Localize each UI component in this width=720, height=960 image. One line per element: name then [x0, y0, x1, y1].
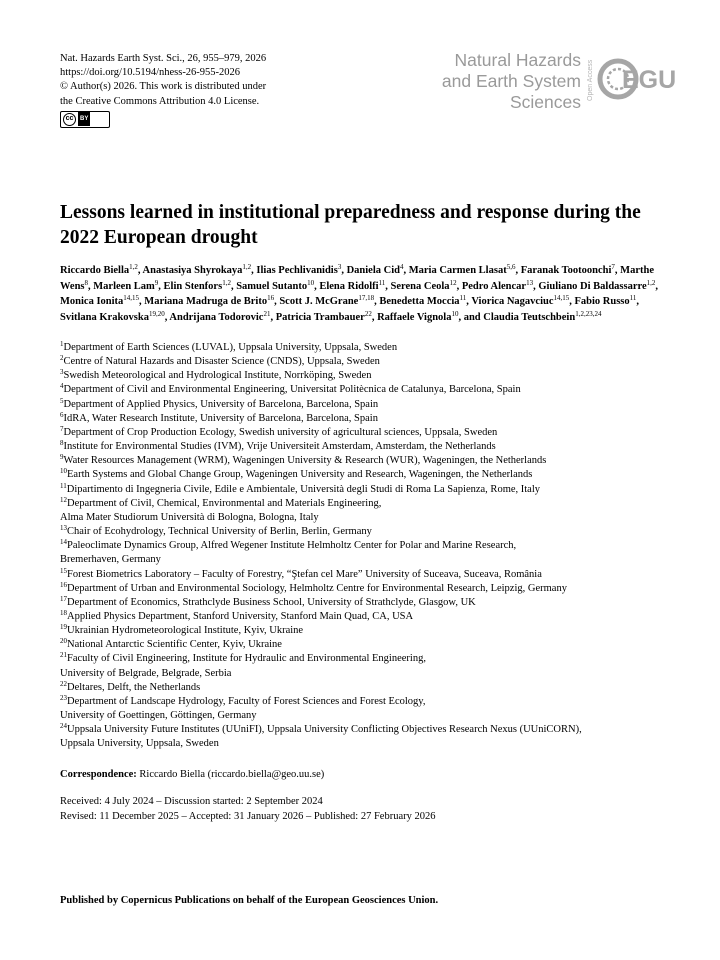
author-name: Anastasiya Shyrokaya — [142, 265, 243, 276]
author-affiliation-marker: 10 — [451, 309, 459, 318]
affiliation-number: 24 — [60, 722, 67, 731]
author-affiliation-marker: 21 — [263, 309, 271, 318]
author-affiliation-marker: 11 — [629, 294, 637, 303]
affiliation-number: 6 — [60, 410, 64, 419]
author-affiliation-marker: 1,2 — [129, 263, 138, 271]
author-affiliation-marker: 5,6 — [506, 263, 516, 271]
affiliation-text: IdRA, Water Research Institute, University of Barcelona, Barcelona, Spain — [63, 412, 378, 424]
affiliation-text: Chair of Ecohydrology, Technical University of Berlin, Berlin, Germany — [67, 526, 372, 538]
open-access-label: Open Access — [587, 59, 594, 101]
cc-icon: cc — [63, 113, 76, 126]
affiliation-number: 8 — [60, 439, 64, 448]
author-name: Benedetta Moccia — [379, 296, 460, 308]
affiliation-number: 20 — [60, 637, 67, 646]
doi-link[interactable]: https://doi.org/10.5194/nhess-26-955-2026 — [60, 67, 241, 79]
author-affiliation-marker: 17,18 — [358, 294, 375, 303]
affiliation-number: 19 — [60, 623, 67, 632]
author-affiliation-marker: 10 — [307, 278, 315, 287]
affiliation-text: Faculty of Civil Engineering, Institute for Hydraulic and Environmental Engineering, — [67, 653, 426, 665]
affiliation-item — [60, 539, 670, 553]
affiliation-item — [60, 369, 670, 383]
author-name: Mariana Madruga de Brito — [144, 296, 268, 308]
author-affiliation-marker: 1,2 — [242, 263, 252, 271]
author-affiliation-marker: 14,15 — [123, 294, 140, 303]
affiliation-item — [60, 695, 670, 709]
affiliation-continuation: Uppsala University, Uppsala, Sweden — [60, 738, 219, 750]
author-name: Ilias Pechlivanidis — [256, 265, 338, 276]
affiliation-item — [60, 681, 670, 695]
affiliation-item — [60, 412, 670, 426]
affiliation-continuation: University of Goettingen, Göttingen, Germany — [60, 710, 257, 722]
author-name: Andrijana Todorovic — [169, 311, 264, 323]
publication-dates — [60, 795, 436, 824]
author-name: Claudia Teutschbein — [483, 311, 576, 323]
author-name: Elin Stenfors — [163, 280, 223, 292]
affiliation-continuation: University of Belgrade, Belgrade, Serbia — [60, 667, 232, 679]
author-name: Giuliano Di Baldassarre — [538, 280, 647, 292]
egu-logo-text: EGU — [622, 66, 677, 94]
affiliation-number: 23 — [60, 693, 67, 702]
author-affiliation-marker: 9 — [154, 278, 159, 287]
egu-logo-icon — [598, 50, 677, 108]
affiliation-item — [60, 454, 670, 468]
affiliation-text: Swedish Meteorological and Hydrological Institute, Norrköping, Sweden — [63, 370, 372, 382]
author-name: Fabio Russo — [574, 296, 630, 308]
affiliation-text: Forest Biometrics Laboratory – Faculty of Forestry, “Ştefan cel Mare” University of Suceava, Suceava, România — [67, 568, 542, 580]
author-affiliation-marker: 11 — [459, 294, 467, 303]
affiliation-item — [60, 468, 670, 482]
affiliation-number: 21 — [60, 651, 67, 660]
affiliation-text: Department of Landscape Hydrology, Faculty of Forest Sciences and Forest Ecology, — [67, 695, 426, 707]
cc-by-license-icon[interactable] — [60, 111, 110, 128]
affiliation-item — [60, 596, 670, 610]
affiliation-continuation: Bremerhaven, Germany — [60, 554, 161, 566]
license-text: the Creative Commons Attribution 4.0 License. — [60, 95, 260, 107]
affiliation-number: 13 — [60, 524, 67, 533]
affiliation-text: Ukrainian Hydrometeorological Institute, Kyiv, Ukraine — [67, 625, 304, 637]
affiliation-item — [60, 652, 670, 666]
affiliation-item — [60, 355, 670, 369]
author-affiliation-marker: 7 — [611, 263, 615, 271]
affiliation-number: 5 — [60, 396, 64, 405]
author-name: Samuel Sutanto — [236, 280, 308, 292]
dates-line-2: Revised: 11 December 2025 – Accepted: 31 January 2026 – Published: 27 February 2026 — [60, 810, 436, 822]
journal-name-line-3: Sciences — [509, 92, 581, 112]
affiliation-text: Earth Systems and Global Change Group, Wageningen University and Research, Wageningen, the Netherlands — [67, 469, 533, 481]
journal-logo — [441, 50, 677, 113]
correspondence-contact[interactable]: Riccardo Biella (riccardo.biella@geo.uu.se) — [139, 769, 325, 780]
affiliation-item — [60, 525, 670, 539]
author-name: Monica Ionita — [60, 296, 124, 308]
affiliation-item — [60, 638, 670, 652]
author-name: Marleen Lam — [93, 280, 155, 292]
affiliation-text: Department of Urban and Environmental Sociology, Helmholtz Centre for Environmental Research, Leipzig, Germany — [67, 582, 567, 594]
affiliation-number: 7 — [60, 424, 64, 433]
author-name: Riccardo Biella — [60, 265, 130, 276]
author-affiliation-marker: 22 — [364, 309, 372, 318]
author-name: Svitlana Krakovska — [60, 311, 149, 323]
affiliation-text: Water Resources Management (WRM), Wageningen University & Research (WUR), Wageningen, the Netherlands — [63, 455, 547, 467]
citation: Nat. Hazards Earth Syst. Sci., 26, 955–979, 2026 — [60, 53, 267, 64]
affiliation-number: 10 — [60, 467, 67, 476]
affiliation-item — [60, 582, 670, 596]
correspondence — [60, 769, 324, 780]
author-name: Faranak Tootoonchi — [520, 265, 612, 276]
affiliation-number: 1 — [60, 340, 64, 348]
dates-line-1: Received: 4 July 2024 – Discussion started: 2 September 2024 — [60, 796, 323, 807]
affiliation-text: Applied Physics Department, Stanford University, Stanford Main Quad, CA, USA — [67, 610, 414, 622]
affiliation-number: 3 — [60, 368, 64, 377]
author-affiliation-marker: 19,20 — [148, 309, 165, 318]
affiliation-number: 17 — [60, 594, 67, 603]
author-name: Elena Ridolfi — [319, 280, 379, 292]
affiliation-text: Department of Economics, Strathclyde Business School, University of Strathclyde, Glasgow, UK — [67, 596, 476, 608]
author-name: Serena Ceola — [390, 280, 450, 292]
affiliation-continuation: Alma Mater Studiorum Università di Bologna, Bologna, Italy — [60, 511, 319, 523]
correspondence-label: Correspondence: — [60, 769, 137, 780]
author-list: Riccardo Biella$^{1,2}$, Anastasiya Shyrokaya$^{1,2}$, Ilias Pechlivanidis$^3$, Daniela Cid$^4$, Maria Carmen Llasat$^{5,6}$, Faranak Tootoonchi$^7$, Marthe Wens$^8$, Marleen Lam$^9$, Elin Stenfors$^{1,2}$, Samuel Sutanto$^{10}$, Elena Ridolfi$^{11}$, Serena Ceola$^{12}$, Pedro Alencar$^{13}$, Giuliano Di Baldassarre$^{1,2}$, Monica Ionita$^{14,15}$, Mariana Madruga de Brito$^{16}$, Scott J. McGrane$^{17,18}$, Benedetta Moccia$^{11}$, Viorica Nagavciuc$^{14,15}$, Fabio Russo$^{11}$, Svitlana Krakovska$^{19,20}$, Andrijana Todorovic$^{21}$, Patricia Trambauer$^{22}$, Raffaele Vignola$^{10}$, and Claudia Teutschbein$^{1,2,23,24}$ — [60, 263, 659, 323]
publisher-footer: Published by Copernicus Publications on behalf of the European Geosciences Union. — [60, 895, 439, 906]
author-affiliation-marker: 13 — [526, 278, 534, 287]
author-name: Raffaele Vignola — [377, 311, 452, 323]
author-name: Maria Carmen Llasat — [408, 265, 507, 276]
article-metadata — [60, 52, 266, 128]
affiliation-item — [60, 497, 670, 511]
journal-name-line-2: and Earth System — [441, 71, 581, 91]
affiliation-item — [60, 440, 670, 454]
affiliation-number: 22 — [60, 679, 67, 688]
affiliation-text: Centre of Natural Hazards and Disaster Science (CNDS), Uppsala, Sweden — [63, 356, 380, 368]
author-affiliation-marker: 1,2 — [222, 278, 231, 287]
affiliation-number: 16 — [60, 580, 67, 589]
affiliation-text: Uppsala University Future Institutes (UUniFI), Uppsala University Conflicting Objectives Research Nexus (UUniCORN), — [67, 724, 582, 736]
author-affiliation-marker: 11 — [378, 278, 386, 287]
affiliation-text: Department of Civil and Environmental Engineering, Universitat Politècnica de Catalunya, Barcelona, Spain — [63, 384, 521, 396]
affiliation-item — [60, 398, 670, 412]
affiliation-item — [60, 483, 670, 497]
affiliation-item — [60, 383, 670, 397]
affiliation-item — [60, 341, 670, 355]
affiliation-text: Department of Applied Physics, University of Barcelona, Barcelona, Spain — [63, 398, 379, 410]
author-name: Patricia Trambauer — [275, 311, 365, 323]
affiliation-item — [60, 426, 670, 440]
affiliation-item — [60, 624, 670, 638]
affiliation-text: Department of Earth Sciences (LUVAL), Uppsala University, Uppsala, Sweden — [63, 342, 398, 353]
affiliation-item — [60, 568, 670, 582]
affiliation-number: 18 — [60, 608, 67, 617]
affiliation-number: 12 — [60, 495, 67, 504]
author-name: Scott J. McGrane — [279, 296, 359, 308]
author-affiliation-marker: 14,15 — [553, 294, 570, 303]
author-name: Marthe Wens — [60, 265, 654, 292]
affiliation-text: Dipartimento di Ingegneria Civile, Edile e Ambientale, Università degli Studi di Roma La Sapienza, Rome, Italy — [66, 483, 541, 495]
affiliation-text: Department of Civil, Chemical, Environmental and Materials Engineering, — [67, 497, 382, 509]
affiliation-item — [60, 723, 670, 737]
journal-name — [442, 50, 581, 113]
author-affiliation-marker: 4 — [399, 263, 404, 271]
author-affiliation-marker: 16 — [267, 294, 275, 303]
affiliation-number: 9 — [60, 453, 64, 462]
affiliation-text: Paleoclimate Dynamics Group, Alfred Wegener Institute Helmholtz Center for Polar and Marine Research, — [67, 540, 517, 552]
author-affiliation-marker: 1,2,23,24 — [575, 309, 602, 318]
affiliation-text: Department of Crop Production Ecology, Swedish university of agricultural sciences, Uppsala, Sweden — [63, 426, 498, 438]
affiliation-number: 4 — [60, 382, 64, 391]
paper-title: Lessons learned in institutional preparedness and response during the 2022 European drought — [60, 202, 641, 248]
author-affiliation-marker: 8 — [84, 278, 89, 287]
copyright: © Author(s) 2026. This work is distributed under — [60, 81, 267, 93]
affiliation-item — [60, 610, 670, 624]
author-affiliation-marker: 12 — [449, 278, 457, 287]
affiliation-number: 2 — [60, 354, 64, 363]
affiliation-number: 15 — [60, 566, 67, 575]
affiliation-text: National Antarctic Scientific Center, Kyiv, Ukraine — [67, 639, 282, 651]
by-icon: BY — [78, 112, 90, 126]
author-affiliation-marker: 1,2 — [646, 278, 656, 287]
author-name: Pedro Alencar — [461, 280, 527, 292]
journal-name-line-1: Natural Hazards — [454, 50, 581, 70]
author-name: Viorica Nagavciuc — [471, 296, 554, 308]
affiliation-list — [60, 341, 670, 752]
affiliation-text: Institute for Environmental Studies (IVM), Vrije Universiteit Amsterdam, Amsterdam, the Netherlands — [63, 441, 496, 453]
affiliation-text: Deltares, Delft, the Netherlands — [67, 681, 201, 693]
author-name: Daniela Cid — [346, 265, 400, 276]
affiliation-number: 14 — [60, 538, 67, 547]
affiliation-number: 11 — [60, 481, 67, 490]
author-affiliation-marker: 3 — [337, 263, 342, 271]
